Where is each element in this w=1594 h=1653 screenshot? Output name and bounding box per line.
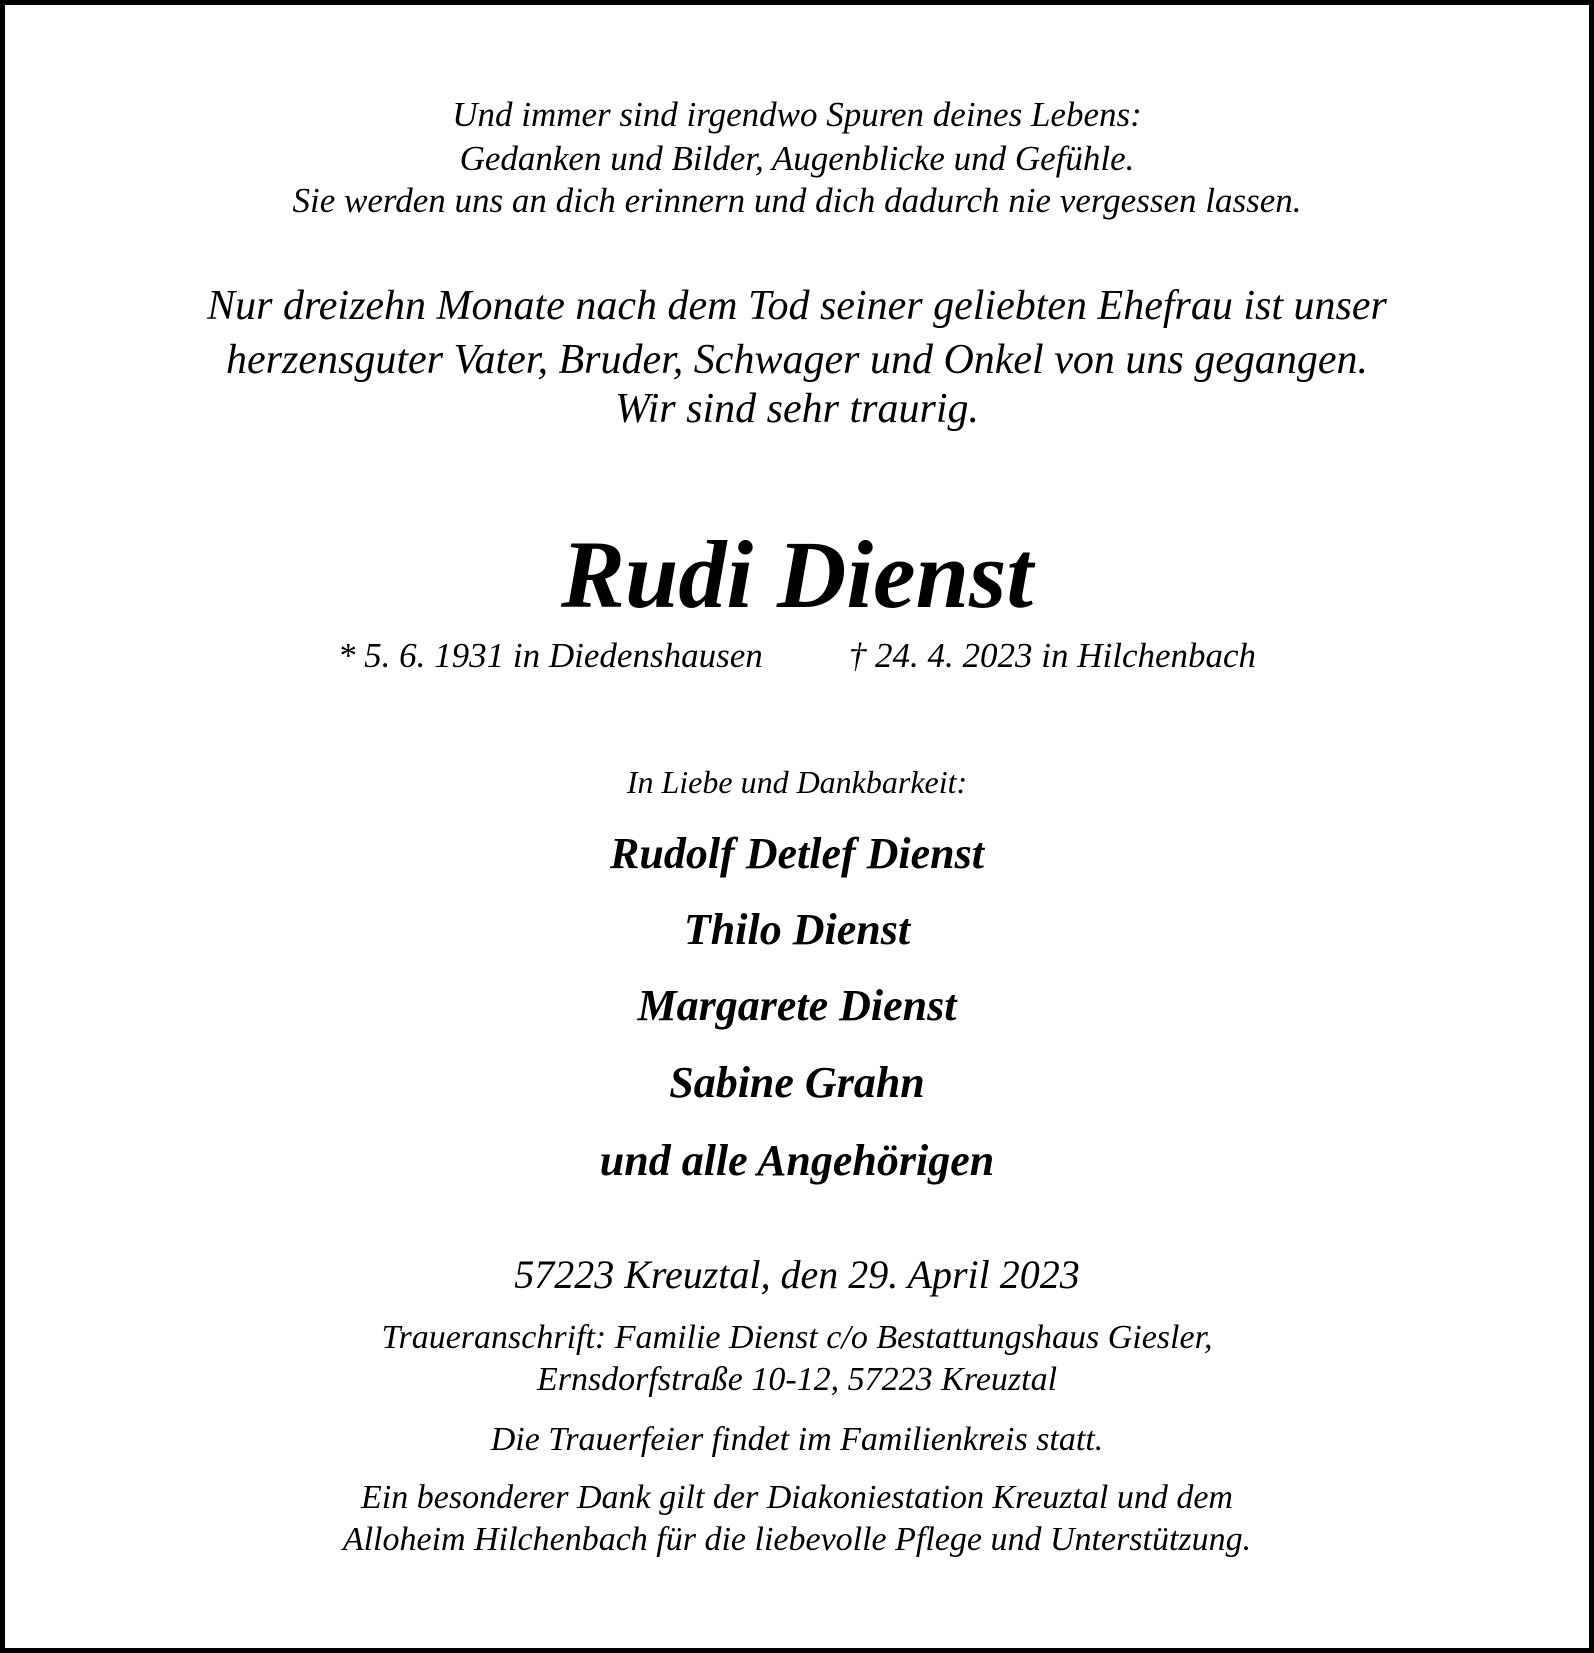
gratitude-line: Ein besonderer Dank gilt der Diakoniestation Kreuztal und dem	[361, 1479, 1233, 1516]
intro-line: Wir sind sehr traurig.	[614, 386, 980, 432]
gratitude-line: Alloheim Hilchenbach für die liebevolle Pflege und Unterstützung.	[342, 1521, 1252, 1558]
life-dates	[0, 638, 1594, 673]
mourner-name: Margarete Dienst	[637, 981, 957, 1030]
address-line: Traueranschrift: Familie Dienst c/o Bestattungshaus Giesler,	[381, 1319, 1213, 1356]
mourner-name: Thilo Dienst	[683, 905, 911, 954]
birth-date: * 5. 6. 1931 in Diedenshausen	[337, 636, 763, 675]
death-date: † 24. 4. 2023 in Hilchenbach	[848, 636, 1257, 675]
mourner-name: Rudolf Detlef Dienst	[610, 829, 984, 878]
mourner-name: Sabine Grahn	[669, 1058, 925, 1107]
poem-line: Sie werden uns an dich erinnern und dich dadurch nie vergessen lassen.	[292, 181, 1302, 220]
place-date: 57223 Kreuztal, den 29. April 2023	[514, 1252, 1080, 1297]
poem-line: Und immer sind irgendwo Spuren deines Lebens:	[452, 95, 1142, 134]
intro-line: herzensguter Vater, Bruder, Schwager und Onkel von uns gegangen.	[226, 337, 1368, 383]
mourner-name: und alle Angehörigen	[599, 1136, 995, 1185]
intro-line: Nur dreizehn Monate nach dem Tod seiner geliebten Ehefrau ist unser	[207, 283, 1387, 329]
deceased-name: Rudi Dienst	[560, 521, 1034, 628]
mourners-label: In Liebe und Dankbarkeit:	[626, 764, 968, 800]
ceremony-note: Die Trauerfeier findet im Familienkreis statt.	[490, 1421, 1104, 1458]
poem-line: Gedanken und Bilder, Augenblicke und Gefühle.	[459, 139, 1135, 178]
address-line: Ernsdorfstraße 10-12, 57223 Kreuztal	[536, 1361, 1058, 1398]
